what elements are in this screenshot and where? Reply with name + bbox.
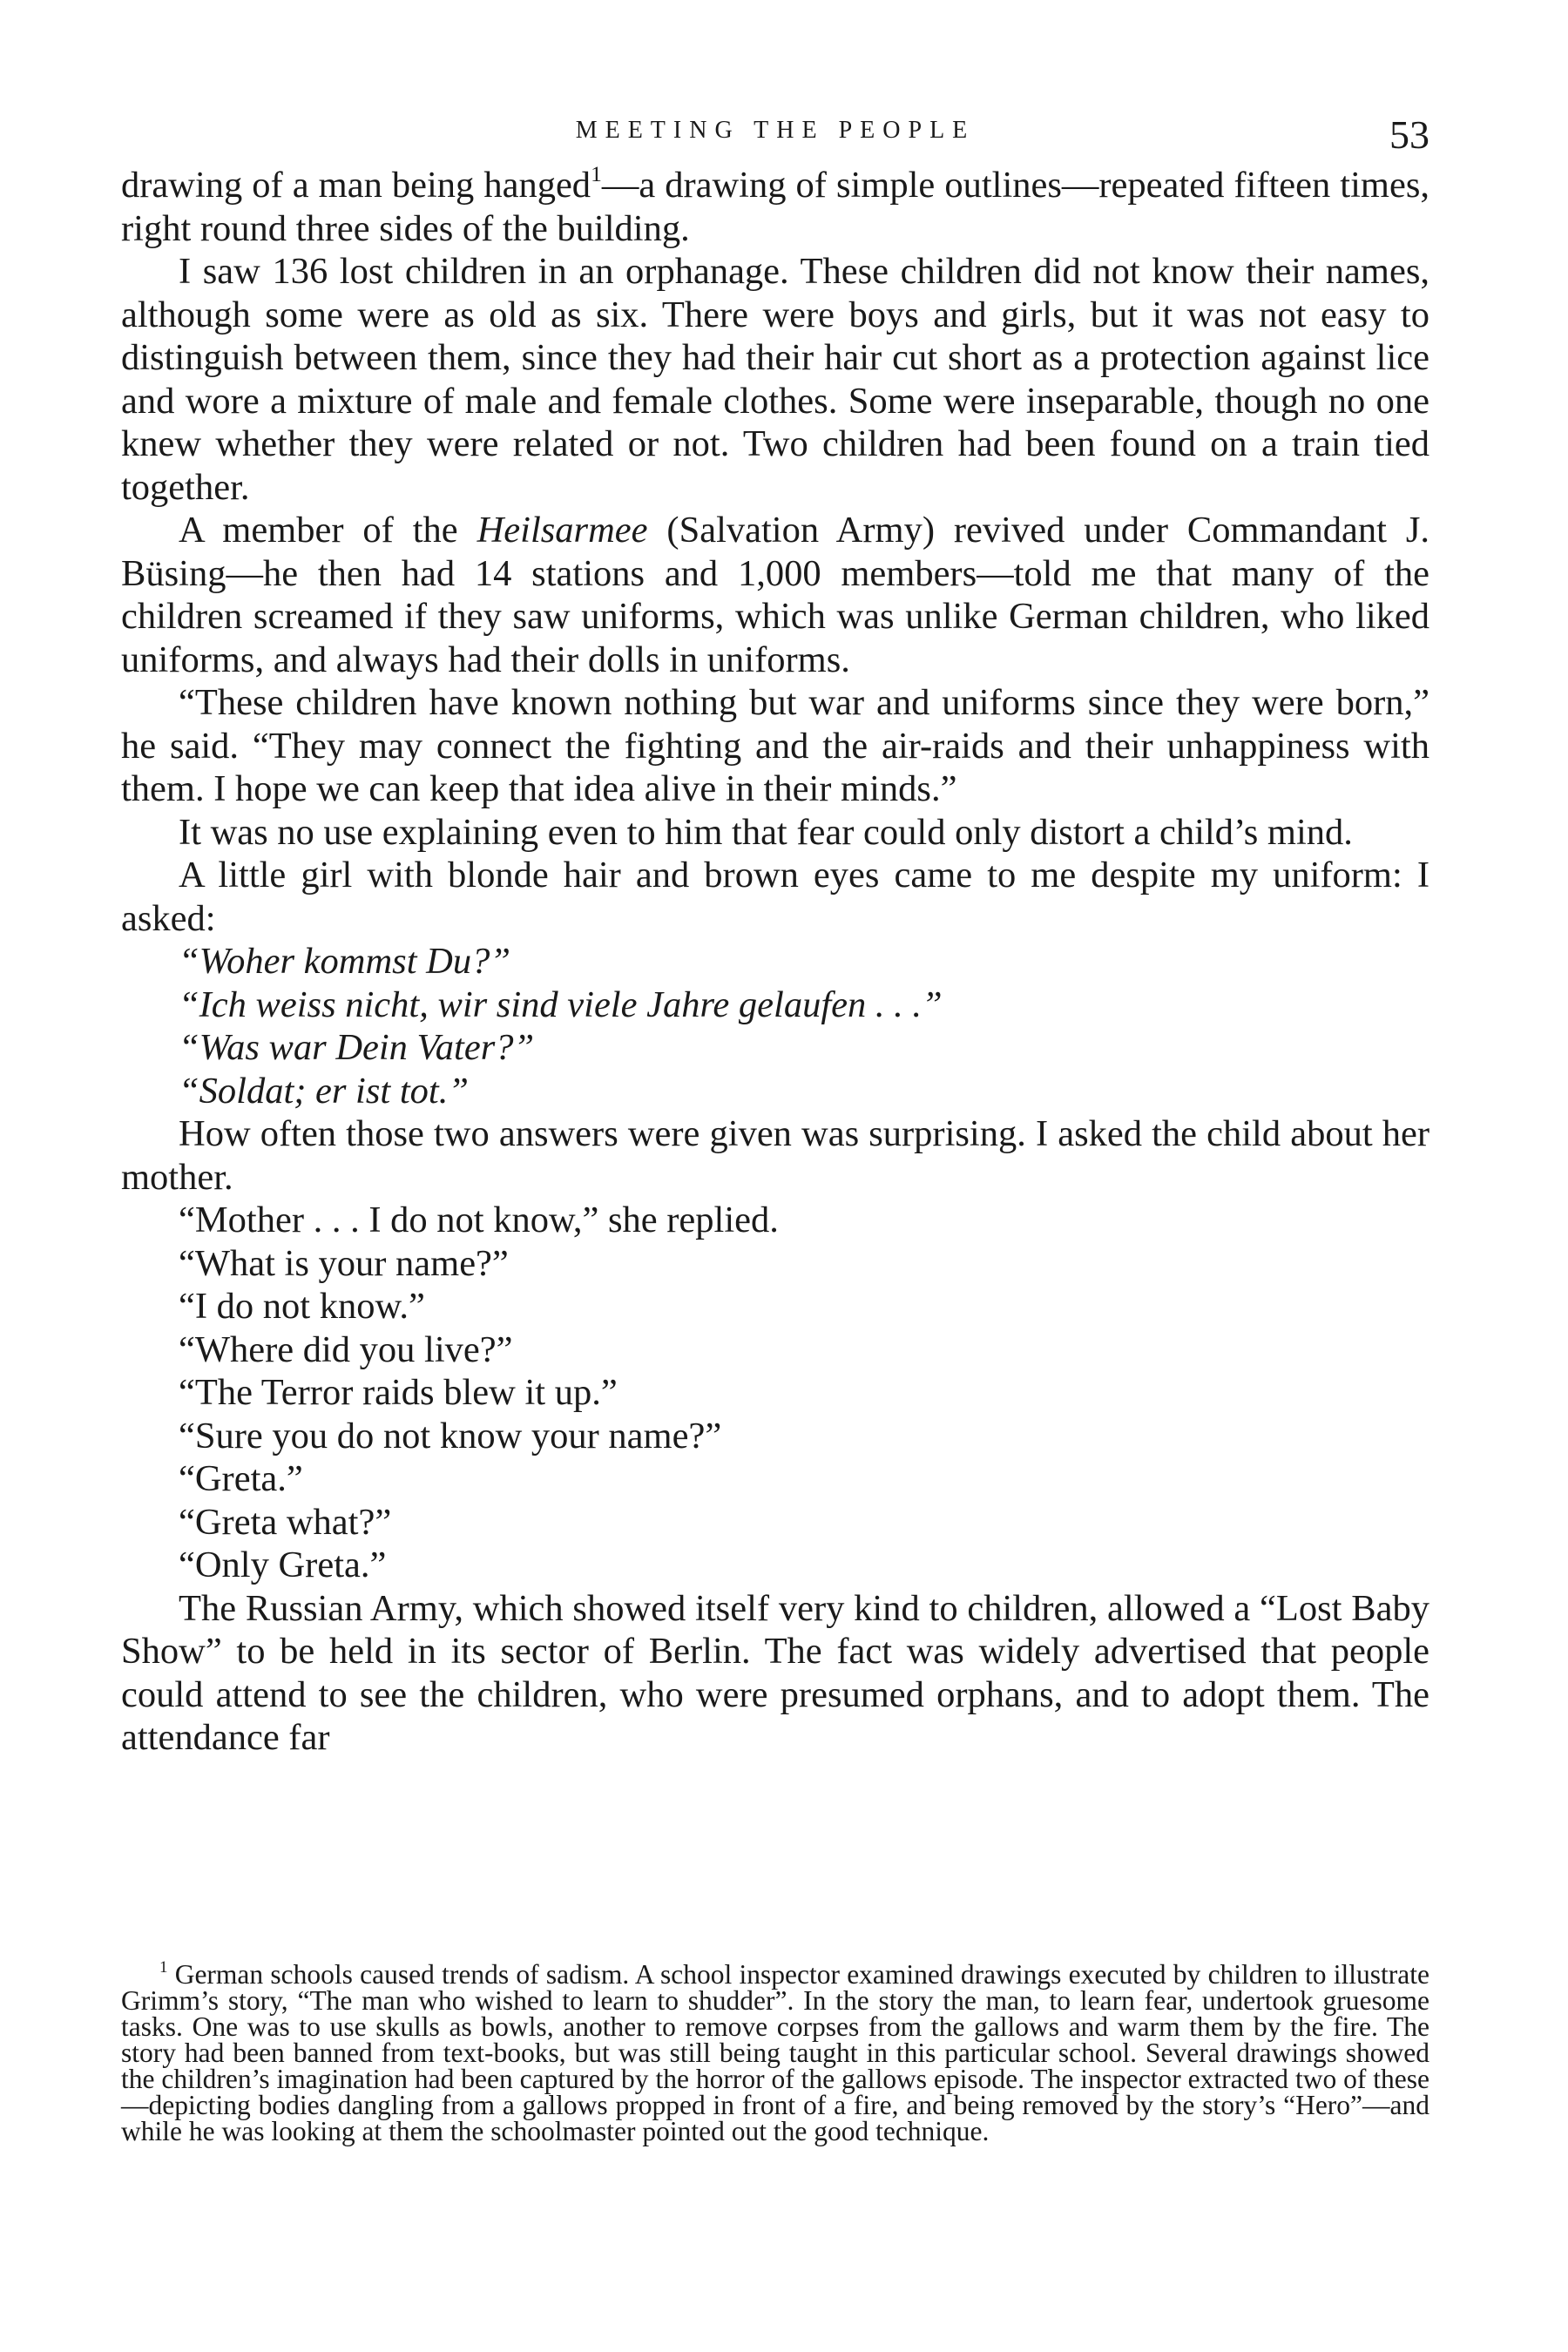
dialogue-line: “I do not know.” (179, 1286, 425, 1327)
paragraph-russian-army: The Russian Army, which showed itself very kind to children, allowed a “Lost Baby Show” to be held in its sector of Berlin. The fact was widely advertised that people could attend to see the children, who were presumed orphans, and to adopt them. The attendance far (121, 1587, 1429, 1758)
dialogue-text-german: “Soldat; er ist tot.” (179, 1070, 469, 1112)
dialogue-text-german: “Ich weiss nicht, wir sind viele Jahre gelaufen . . .” (179, 983, 943, 1025)
dialogue-line: “The Terror raids blew it up.” (179, 1372, 618, 1413)
italic-term: Heilsarmee (476, 510, 648, 551)
dialogue-line: “Sure you do not know your name?” (179, 1415, 722, 1456)
paragraph-text: —a drawing of simple outlines—repeated fifteen times, right round three sides of the building. (121, 165, 1430, 249)
paragraph-continued (121, 161, 1430, 250)
page-number: 53 (1389, 112, 1429, 157)
body-text (121, 161, 1430, 1760)
paragraph-text: drawing of a man being hanged (121, 165, 591, 206)
dialogue-line (121, 1070, 1429, 1113)
footnote (121, 1957, 1429, 2146)
paragraph-salvation-army (121, 509, 1429, 681)
dialogue-text-german: “Woher kommst Du?” (179, 941, 510, 982)
dialogue-line: “Only Greta.” (179, 1544, 387, 1585)
paragraph-little-girl: A little girl with blonde hair and brown eyes came to me despite my uniform: I asked: (121, 855, 1429, 939)
dialogue-line (121, 940, 1429, 983)
paragraph-quote: “These children have known nothing but war and uniforms since they were born,” he said. “They may connect the fighting and the air-raids and their unhappiness with them. I hope we can keep that idea alive in their minds.” (121, 682, 1429, 809)
paragraph-answers: How often those two answers were given was surprising. I asked the child about her mother. (121, 1113, 1429, 1198)
running-head (121, 112, 1429, 164)
dialogue-text-german: “Was war Dein Vater?” (179, 1027, 535, 1068)
running-title: MEETING THE PEOPLE (575, 117, 976, 144)
dialogue-line: “What is your name?” (179, 1242, 509, 1284)
dialogue-line (121, 1026, 1429, 1070)
paragraph-text: A member of the (179, 510, 477, 551)
paragraph-orphanage: I saw 136 lost children in an orphanage. These children did not know their names, although some were as old as six. There were boys and girls, but it was not easy to distinguish between them, since they had their hair cut short as a protection against lice and wore a mixture of male and female clothes. Some were inseparable, though no one knew whether they were related or not. Two children had been found on a train tied together. (121, 251, 1429, 508)
footnote-marker: 1 (159, 1957, 168, 1977)
dialogue-line: “Greta.” (179, 1458, 303, 1499)
paragraph-text: (Salvation Army) revived under Commandant J. Büsing—he then had 14 stations and 1,000 members—told me that many of the children screamed if they saw uniforms, which was unlike German children, who liked uniforms, and always had their dolls in uniforms. (121, 510, 1429, 680)
footnote-text: German schools caused trends of sadism. A school inspector examined drawings executed by children to illustrate Grimm’s story, “The man who wished to learn to shudder”. In the story the man, to learn fear, undertook gruesome tasks. One was to use skulls as bowls, another to remove corpses from the gallows and warm them by the fire. The story had been banned from text-books, but was still being taught in this particular school. Several drawings showed the children’s imagination had been captured by the horror of the gallows episode. The inspector extracted two of these—depicting bodies dangling from a gallows propped in front of a fire, and being removed by the story’s “Hero”—and while he was looking at them the schoolmaster pointed out the good technique. (121, 1959, 1429, 2146)
footnote-reference: 1 (591, 161, 602, 187)
paragraph-fear: It was no use explaining even to him that fear could only distort a child’s mind. (179, 811, 1353, 853)
dialogue-line: “Mother . . . I do not know,” she replied. (179, 1200, 779, 1240)
dialogue-line: “Greta what?” (179, 1501, 392, 1543)
dialogue-line: “Where did you live?” (179, 1328, 513, 1370)
dialogue-line (121, 983, 1429, 1027)
